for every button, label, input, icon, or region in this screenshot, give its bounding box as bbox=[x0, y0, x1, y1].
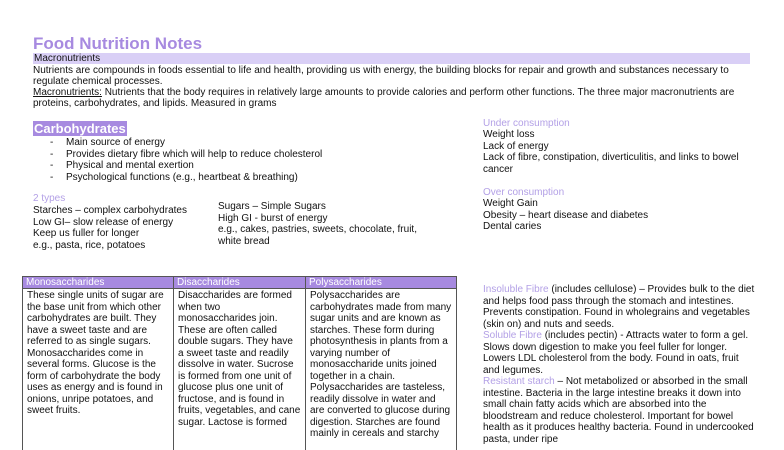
macronutrients-definition-text: Nutrients that the body requires in relatively large amounts to provide calories and perform other functions. The three major macronutrients are proteins, carbohydrates, and lipids. Measured in grams bbox=[33, 87, 734, 109]
carbohydrates-bullet-list bbox=[50, 137, 322, 183]
under-consumption-heading: Under consumption bbox=[483, 118, 753, 129]
two-types-label: 2 types bbox=[33, 193, 65, 204]
list-item: - Provides dietary fibre which will help to reduce cholesterol bbox=[50, 149, 322, 161]
disaccharides-text: Disaccharides are formed when two monosaccharides join. These are often called double sugars. They have a sweet taste and readily dissolve in water. Sucrose is formed from one unit of glucose plus one unit of fructose, and is found in fruits, vegetables, and cane sugar. Lactose is formed bbox=[178, 290, 301, 442]
list-item: - Physical and mental exertion bbox=[50, 160, 322, 172]
list-item: - Main source of energy bbox=[50, 137, 322, 149]
page-title: Food Nutrition Notes bbox=[33, 34, 202, 54]
list-item: Obesity – heart disease and diabetes bbox=[483, 210, 753, 222]
sugars-line: Sugars – Simple Sugars bbox=[218, 201, 418, 213]
table-header-row bbox=[23, 277, 457, 289]
table-header-monosaccharides: Monosaccharides bbox=[23, 277, 174, 289]
list-item: Lack of fibre, constipation, diverticulitis, and links to bowel cancer bbox=[483, 152, 753, 175]
table-row bbox=[23, 289, 457, 450]
table-header-polysaccharides: Polysaccharides bbox=[306, 277, 457, 289]
resistant-starch-paragraph bbox=[483, 376, 755, 445]
over-consumption-section bbox=[483, 187, 753, 233]
list-item: Lack of energy bbox=[483, 141, 753, 153]
sugars-block bbox=[218, 201, 418, 247]
list-item: - Psychological functions (e.g., heartbeat & breathing) bbox=[50, 172, 322, 184]
starches-block bbox=[33, 205, 213, 251]
macronutrients-label: Macronutrients: bbox=[33, 87, 102, 98]
macronutrients-bar: Macronutrients bbox=[33, 53, 750, 64]
saccharides-table bbox=[22, 276, 457, 450]
carbohydrates-heading: Carbohydrates bbox=[33, 121, 127, 136]
starches-line: Starches – complex carbohydrates bbox=[33, 205, 213, 217]
starches-line: Low GI– slow release of energy bbox=[33, 217, 213, 229]
soluble-fibre-text: (includes pectin) - Attracts water to form a gel. Slows down digestion to make you feel fuller for longer. Lowers LDL cholesterol from the body. Found in oats, fruit and legumes. bbox=[483, 330, 748, 376]
under-consumption-section bbox=[483, 118, 753, 175]
table-cell bbox=[306, 289, 457, 450]
insoluble-fibre-heading: Insoluble Fibre bbox=[483, 284, 549, 295]
intro-paragraph: Nutrients are compounds in foods essential to life and health, providing us with energy, the building blocks for repair and growth and substances necessary to regulate chemical processes. bbox=[33, 65, 755, 87]
soluble-fibre-heading: Soluble Fibre bbox=[483, 330, 542, 341]
list-item: Dental caries bbox=[483, 221, 753, 233]
list-item: Weight loss bbox=[483, 129, 753, 141]
table-cell bbox=[174, 289, 306, 450]
sugars-line: High GI - burst of energy bbox=[218, 213, 418, 225]
starches-line: e.g., pasta, rice, potatoes bbox=[33, 240, 213, 252]
polysaccharides-text: Polysaccharides are carbohydrates made from many sugar units and are known as starches. These form during photosynthesis in plants from a varying number of monosaccharide units joined together in a chain. Polysaccharides are tasteless, readily dissolve in water and are converted to glucose during digestion. Starches are found mainly in cereals and starchy bbox=[310, 290, 452, 442]
table-cell bbox=[23, 289, 174, 450]
fibre-section bbox=[483, 284, 755, 445]
soluble-fibre-paragraph bbox=[483, 330, 755, 376]
list-item: Weight Gain bbox=[483, 198, 753, 210]
starches-line: Keep us fuller for longer bbox=[33, 228, 213, 240]
sugars-line: e.g., cakes, pastries, sweets, chocolate, fruit, white bread bbox=[218, 224, 418, 247]
over-consumption-heading: Over consumption bbox=[483, 187, 753, 198]
monosaccharides-text: These single units of sugar are the base unit from which other carbohydrates are built. They have a sweet taste and are referred to as single sugars. Monosaccharides come in several forms. Glucose is the form of carbohydrate the body uses as energy and is found in onions, unripe potatoes, and sweet fruits. bbox=[27, 290, 169, 442]
insoluble-fibre-paragraph bbox=[483, 284, 755, 330]
macronutrients-definition bbox=[33, 87, 755, 109]
insoluble-fibre-text: (includes cellulose) – Provides bulk to the diet and helps food pass through the stomach and intestines. Prevents constipation. Found in wholegrains and vegetables (skin on) and nuts and seeds. bbox=[483, 284, 754, 330]
table-header-disaccharides: Disaccharides bbox=[174, 277, 306, 289]
resistant-starch-heading: Resistant starch bbox=[483, 376, 555, 387]
resistant-starch-text: – Not metabolized or absorbed in the small intestine. Bacteria in the large intestine breaks it down into small chain fatty acids which are absorbed into the bloodstream and reduce cholesterol. Important for bowel health as it produces healthy bacteria. Found in undercooked pasta, under ripe bbox=[483, 376, 754, 445]
